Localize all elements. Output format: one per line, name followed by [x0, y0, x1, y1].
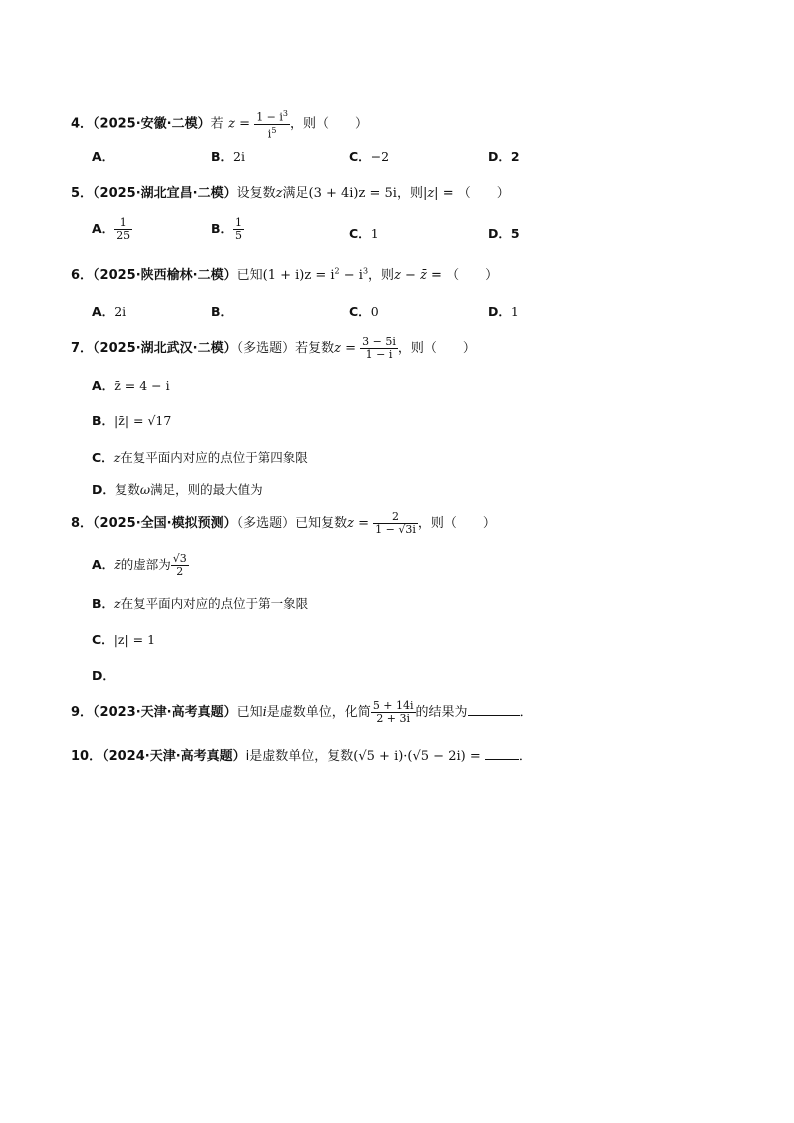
numerator: 1: [235, 216, 243, 229]
equals: =: [354, 516, 374, 531]
fraction-numerator: 3 − 5i: [362, 335, 396, 348]
question-text: ，则: [396, 186, 423, 201]
option-text: 在复平面内对应的点位于第四象限: [120, 450, 308, 465]
option-label: D．: [92, 482, 115, 497]
option-5b[interactable]: [211, 217, 244, 242]
answer-blank[interactable]: [468, 703, 520, 716]
numerator: 1: [114, 217, 132, 230]
equals: =: [341, 341, 361, 356]
option-6d[interactable]: [488, 302, 519, 320]
variable-z: z: [114, 596, 121, 611]
variable-z: z: [113, 450, 121, 465]
option-text: |z̄| = √17: [114, 413, 172, 428]
question-source: （2025·湖北武汉·二模）: [93, 341, 237, 356]
option-label: C．: [349, 226, 371, 241]
option-text: 复数: [114, 482, 140, 497]
fraction-denominator: 1 − i: [365, 348, 393, 361]
question-tail: ，则（ ）: [290, 116, 369, 132]
exponent: 3: [362, 266, 369, 276]
question-6: [71, 264, 498, 283]
question-number: 6．: [71, 268, 94, 283]
option-label: D．: [92, 668, 115, 683]
option-text: |z| = 1: [113, 632, 156, 647]
option-label: C．: [92, 632, 114, 647]
option-7a[interactable]: [92, 376, 170, 394]
question-5: [71, 182, 510, 201]
variable-omega: ω: [139, 482, 151, 497]
question-text: 的结果为: [415, 705, 468, 720]
question-tail: = （ ）: [438, 186, 510, 201]
option-4b[interactable]: [211, 147, 245, 165]
question-text: 已知: [236, 705, 263, 720]
option-8d[interactable]: [92, 666, 115, 684]
question-source: （2025·陕西榆林·二模）: [93, 268, 237, 283]
option-label: B．: [92, 413, 115, 428]
option-8b[interactable]: [92, 594, 308, 612]
question-source: （2025·湖北宜昌·二模）: [93, 186, 237, 201]
option-label: A．: [92, 378, 115, 393]
question-text: 是虚数单位，化简: [266, 705, 371, 720]
exponent: 2: [334, 266, 340, 276]
option-text: −2: [370, 149, 390, 164]
variable-i: i: [262, 705, 267, 720]
question-text: 满足: [282, 186, 309, 201]
question-source: （2024·天津·高考真题）: [102, 749, 246, 764]
option-6c[interactable]: [349, 302, 379, 320]
option-6a[interactable]: [92, 302, 126, 320]
question-number: 5．: [71, 186, 94, 201]
question-number: 8．: [71, 516, 94, 531]
question-source: （2023·天津·高考真题）: [93, 705, 237, 720]
option-label: C．: [92, 450, 114, 465]
variable-z: z: [228, 116, 236, 132]
numerator: √3: [172, 552, 187, 565]
fraction: [254, 108, 290, 140]
option-fraction: [171, 553, 189, 578]
fraction-denominator: 2 + 3i: [376, 712, 411, 725]
option-text: 满足，则的最大值为: [150, 482, 263, 497]
question-tail: ，则（ ）: [417, 516, 496, 531]
question-source: （2025·全国·模拟预测）: [93, 516, 237, 531]
option-label: A．: [92, 221, 115, 236]
question-tag: （多选题）: [236, 516, 296, 531]
fraction-denominator: i: [267, 127, 272, 141]
option-text: 5: [510, 226, 520, 241]
question-4: [71, 108, 368, 140]
equation: − i: [339, 268, 363, 283]
option-text: z̄ = 4 − i: [114, 378, 170, 393]
option-label: C．: [349, 149, 371, 164]
question-tail: ．: [519, 705, 533, 720]
denominator: 2: [176, 565, 184, 578]
option-8c[interactable]: [92, 630, 155, 648]
answer-blank[interactable]: [485, 747, 519, 760]
question-10: [71, 745, 532, 764]
option-7c[interactable]: [92, 448, 308, 466]
option-text: 1: [510, 304, 519, 319]
question-text: 若复数: [295, 341, 335, 356]
fraction-denominator: 1 − √3i: [375, 523, 416, 536]
expression: z − z̄: [394, 268, 427, 283]
question-7: [71, 336, 476, 361]
equation: (1 + i)z = i: [262, 268, 335, 283]
question-tail: ，则（ ）: [397, 341, 476, 356]
option-label: D．: [488, 304, 511, 319]
question-text: ，则: [368, 268, 395, 283]
option-5a[interactable]: [92, 217, 132, 242]
option-text: 2i: [233, 149, 245, 164]
option-label: A．: [92, 149, 115, 164]
denominator-exponent: 5: [271, 125, 277, 135]
equals: =: [235, 116, 255, 132]
question-text: 设复数: [236, 186, 276, 201]
option-label: B．: [211, 304, 234, 319]
option-text: 0: [370, 304, 379, 319]
option-label: A．: [92, 557, 115, 572]
option-5c[interactable]: [349, 224, 379, 242]
option-label: B．: [211, 221, 234, 236]
option-text: 的虚部为: [120, 557, 171, 572]
denominator: 5: [235, 229, 243, 242]
question-number: 4．: [71, 116, 94, 132]
variable-z: z: [347, 516, 354, 531]
option-7b[interactable]: [92, 411, 171, 429]
equation: (√5 + i)·(√5 − 2i) =: [353, 749, 485, 764]
fraction: [360, 336, 398, 361]
option-text: 在复平面内对应的点位于第一象限: [120, 596, 309, 611]
option-label: C．: [349, 304, 371, 319]
denominator: 25: [116, 229, 131, 242]
question-text: 已知: [236, 268, 263, 283]
option-8a[interactable]: [92, 553, 189, 578]
option-label: B．: [92, 596, 115, 611]
option-text: 2i: [114, 304, 127, 319]
fraction-numerator: 2: [373, 511, 418, 524]
option-text: 2: [510, 149, 520, 164]
fraction-numerator: 1 − i: [256, 110, 283, 124]
question-8: [71, 511, 496, 536]
fraction: [373, 511, 418, 536]
variable-z-bar: z̄: [114, 557, 121, 572]
question-tail: ．: [518, 749, 532, 764]
option-7d[interactable]: [92, 480, 263, 498]
question-text: 已知复数: [295, 516, 348, 531]
question-text: 若: [210, 116, 224, 132]
option-label: B．: [211, 149, 234, 164]
modulus-z: |z|: [422, 186, 439, 201]
question-number: 10．: [71, 749, 103, 764]
question-9: [71, 700, 533, 725]
question-source: （2025·安徽·二模）: [93, 116, 211, 132]
numerator-exponent: 3: [282, 109, 289, 118]
option-5d[interactable]: [488, 224, 520, 242]
question-tail: = （ ）: [426, 268, 499, 283]
fraction: [371, 700, 416, 725]
option-6b[interactable]: [211, 302, 233, 320]
option-4d[interactable]: [488, 147, 520, 165]
equation: (3 + 4i)z = 5i: [308, 186, 397, 201]
question-number: 9．: [71, 705, 94, 720]
option-fraction: [233, 217, 244, 242]
option-label: A．: [92, 304, 115, 319]
option-text: 1: [370, 226, 379, 241]
variable-z: z: [334, 341, 341, 356]
option-fraction: [114, 217, 132, 242]
question-number: 7．: [71, 341, 94, 356]
option-4c[interactable]: [349, 147, 389, 165]
option-4a[interactable]: [92, 147, 114, 165]
option-label: D．: [488, 226, 511, 241]
fraction-numerator: 5 + 14i: [372, 699, 414, 712]
question-tag: （多选题）: [236, 341, 296, 356]
question-text: i是虚数单位，复数: [245, 749, 354, 764]
variable-z: z: [275, 186, 283, 201]
option-label: D．: [488, 149, 511, 164]
